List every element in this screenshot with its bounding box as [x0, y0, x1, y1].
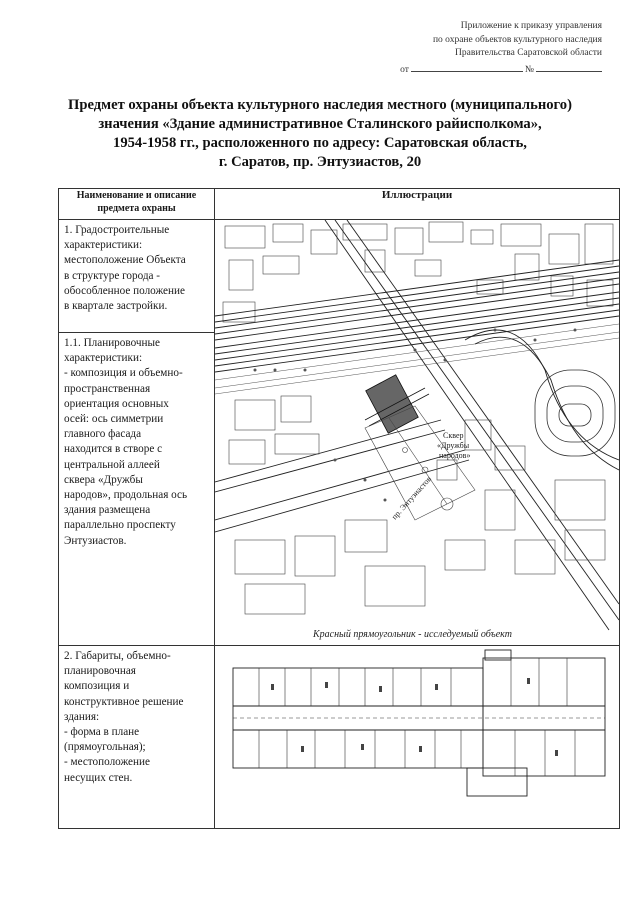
cell-map: [215, 220, 620, 646]
row2-line: Энтузиастов.: [64, 534, 127, 547]
row3-line: - форма в плане: [64, 726, 140, 739]
title-line-4: г. Саратов, пр. Энтузиастов, 20: [218, 154, 422, 170]
row2-line: параллельно проспекту: [64, 519, 176, 532]
col-illustrations-header: Иллюстрации: [215, 189, 620, 220]
map-caption: Красный прямоугольник - исследуемый объект: [313, 629, 512, 640]
table-row-dimensions: [59, 646, 620, 829]
row2-line: пространственная: [64, 382, 151, 395]
annex-line-2: по охране объектов культурного наследия: [432, 34, 602, 45]
row1-line: в структуре города -: [64, 269, 161, 282]
annex-header: [352, 20, 602, 77]
row3-line: композиция и: [64, 680, 130, 693]
col1-header-line-1: Наименование и описание: [76, 190, 197, 201]
row2-line: сквера «Дружбы: [64, 473, 143, 486]
annex-line-1: Приложение к приказу управления: [460, 21, 602, 31]
row2-line: ориентация основных: [64, 397, 169, 410]
date-blank: [411, 61, 523, 72]
annex-date-line: [352, 61, 602, 78]
row3-line: (прямоугольная);: [64, 741, 146, 754]
document-title: [40, 96, 600, 172]
map-label-street: пр. Энтузиастов: [389, 474, 434, 522]
table-row-urban: [59, 220, 620, 333]
cell-urban-characteristics: [59, 220, 215, 333]
map-label-square-3: народов»: [439, 451, 471, 460]
number-blank: [536, 61, 602, 72]
cell-planning-characteristics: [59, 333, 215, 646]
row3-line: - местоположение: [64, 756, 150, 769]
title-line-3: 1954-1958 гг., расположенного по адресу: Саратовская область,: [113, 135, 527, 151]
cell-dimensions: [59, 646, 215, 829]
dimensions-text: [59, 646, 214, 786]
site-plan-map: [215, 220, 619, 644]
row2-line: центральной аллеей: [64, 458, 160, 471]
urban-characteristics-text: [59, 220, 214, 314]
row2-line: - композиция и объемно-: [64, 367, 183, 380]
table-header-row: [59, 189, 620, 220]
floor-plan-drawing: [215, 646, 619, 828]
annex-line-3: Правительства Саратовской области: [455, 48, 602, 58]
row3-line: планировочная: [64, 665, 136, 678]
annex-number-label: №: [524, 64, 534, 75]
title-line-2: значения «Здание административное Сталинского райисполкома»,: [98, 116, 542, 132]
row2-line: народов», продольная ось: [64, 489, 188, 502]
row3-line: 2. Габариты, объемно-: [64, 650, 171, 662]
row1-line: в квартале застройки.: [64, 300, 168, 313]
row2-line: главного фасада: [64, 428, 142, 441]
row2-line: находится в створе с: [64, 443, 163, 456]
row1-line: характеристики:: [64, 239, 143, 252]
row2-line: осей: ось симметрии: [64, 413, 164, 426]
row2-line: 1.1. Планировочные: [64, 337, 160, 349]
row1-line: 1. Градостроительные: [64, 224, 170, 236]
map-label-square-1: Сквер: [443, 431, 464, 440]
annex-from-label: от: [400, 64, 409, 75]
col-description-header: [59, 189, 215, 220]
row1-line: местоположение Объекта: [64, 254, 186, 267]
row3-line: конструктивное решение: [64, 695, 184, 708]
col1-header-line-2: предмета охраны: [97, 203, 176, 214]
cell-floor-plan: [215, 646, 620, 829]
protection-subject-table: [58, 188, 620, 829]
row3-line: несущих стен.: [64, 771, 133, 784]
title-line-1: Предмет охраны объекта культурного наследия местного (муниципального): [68, 97, 572, 113]
row1-line: обособленное положение: [64, 284, 185, 297]
row2-line: характеристики:: [64, 352, 143, 365]
map-label-square-2: «Дружбы: [437, 441, 470, 450]
planning-characteristics-text: [59, 333, 214, 549]
row2-line: здания размещена: [64, 504, 151, 517]
row3-line: здания:: [64, 710, 100, 723]
